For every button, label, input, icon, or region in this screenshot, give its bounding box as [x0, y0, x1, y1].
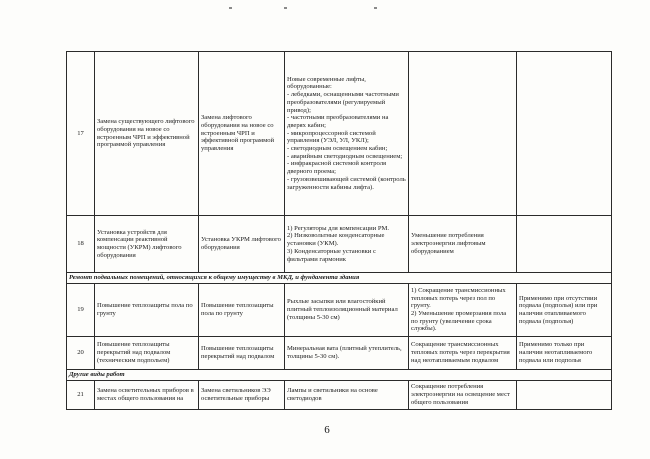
scan-dot [374, 7, 377, 9]
equipment-cell: Новые современные лифты, оборудованные: - лебедками, оснащенными частотными преобразователями (регулируемый привод); - частотными преобразователями на дверях кабин; - микропроцессорной системой управления (УЭЛ, УЛ, УКЛ); - светодиодным освещением кабин; - аварийным светодиодным освещением; - инфракрасной системой контроля дверного проема; - грузовзвешивающей системой (контроль загруженности кабины лифта). [285, 52, 409, 216]
measure-action-cell: Повышение теплозащиты пола по грунту [199, 284, 285, 337]
measure-action-cell: Замена светильников ЭЭ осветительные приборы [199, 381, 285, 410]
note-cell [517, 216, 612, 273]
scan-dot [284, 7, 287, 9]
equipment-cell: 1) Регуляторы для компенсации РМ. 2) Низковольтные конденсаторные установки (УКМ). 3) Конденсаторные установки с фильтрами гармоник [285, 216, 409, 273]
measure-name-cell: Замена осветительных приборов в местах общего пользования на [95, 381, 199, 410]
note-cell [517, 381, 612, 410]
row-number: 18 [67, 216, 95, 273]
note-cell [517, 52, 612, 216]
equipment-cell: Лампы и светильники на основе светодиодов [285, 381, 409, 410]
table-row [67, 284, 612, 337]
section-heading: Ремонт подвальных помещений, относящихся к общему имуществу в МКД, и фундамента здания [67, 273, 612, 284]
page-number: 6 [324, 424, 330, 436]
table-row [67, 381, 612, 410]
scan-dot [229, 7, 232, 9]
measure-name-cell: Повышение теплозащиты перекрытий над подвалом (техническим подпольем) [95, 337, 199, 370]
equipment-cell: Минеральная вата (плитный утеплитель, толщины 5-30 см). [285, 337, 409, 370]
section-row [67, 273, 612, 284]
effect-cell: Сокращение трансмиссионных тепловых потерь через перекрытия над неотапливаемым подвалом [409, 337, 517, 370]
section-row [67, 370, 612, 381]
effect-cell: Сокращение потребления электроэнергии на освещение мест общего пользования [409, 381, 517, 410]
row-number: 21 [67, 381, 95, 410]
measure-action-cell: Повышение теплозащиты перекрытий над подвалом [199, 337, 285, 370]
row-number: 20 [67, 337, 95, 370]
effect-cell: Уменьшение потребления электроэнергии лифтовым оборудованием [409, 216, 517, 273]
effect-cell: 1) Сокращение трансмиссионных тепловых потерь через пол по грунту. 2) Уменьшение промерзания пола по грунту (увеличение срока службы). [409, 284, 517, 337]
table-row [67, 216, 612, 273]
measure-action-cell: Установка УКРМ лифтового оборудования [199, 216, 285, 273]
measure-name-cell: Замена существующего лифтового оборудования на новое со встроенным ЧРП и эффективной программой управления [95, 52, 199, 216]
table-row [67, 337, 612, 370]
effect-cell [409, 52, 517, 216]
measure-action-cell: Замена лифтового оборудования на новое со встроенным ЧРП и эффективной программой управления [199, 52, 285, 216]
measures-table [66, 51, 612, 410]
equipment-cell: Рыхлые засыпки или влагостойкий плитный теплоизоляционный материал (толщины 5-30 см) [285, 284, 409, 337]
measure-name-cell: Повышение теплозащиты пола по грунту [95, 284, 199, 337]
measure-name-cell: Установка устройств для компенсации реактивной мощности (УКРМ) лифтового оборудования [95, 216, 199, 273]
note-cell: Применимо только при наличии неотапливаемого подвала или подполья [517, 337, 612, 370]
row-number: 17 [67, 52, 95, 216]
note-cell: Применимо при отсутствии подвала (подполья) или при наличии отапливаемого подвала (подполья) [517, 284, 612, 337]
table-row [67, 52, 612, 216]
row-number: 19 [67, 284, 95, 337]
section-heading: Другие виды работ [67, 370, 612, 381]
